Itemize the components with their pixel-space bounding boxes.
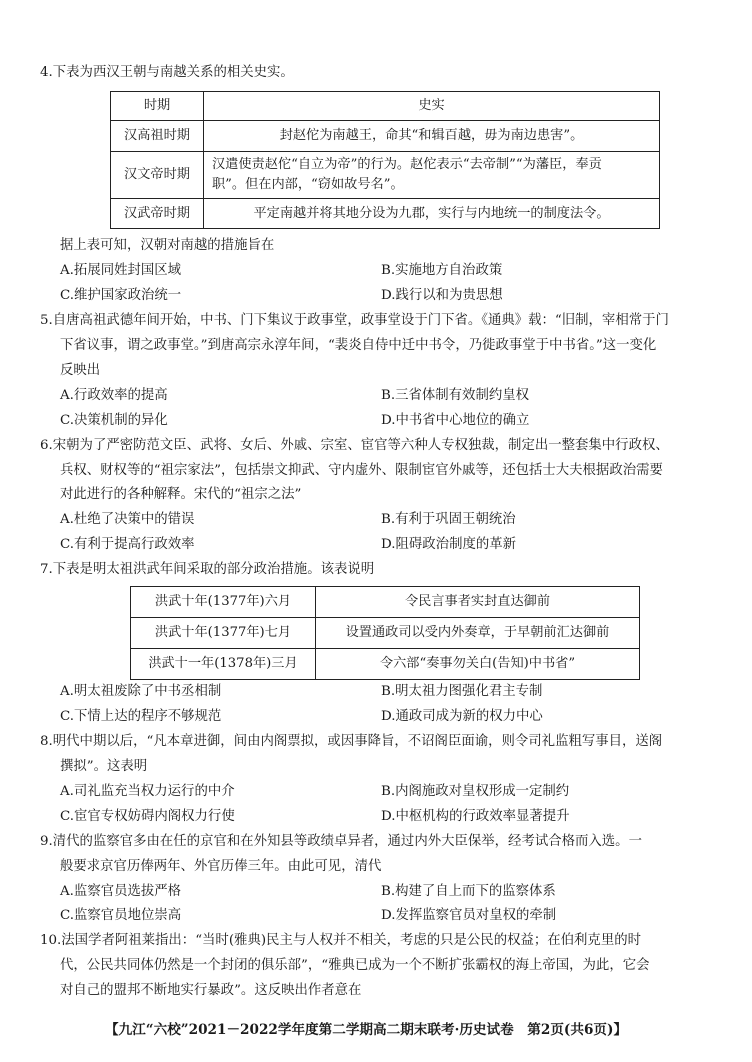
q7-option-d[interactable]: D.通政司成为新的权力中心: [381, 709, 543, 724]
table-cell-time: 洪武十一年(1378年)三月: [131, 649, 316, 680]
table-header-period: 时期: [111, 92, 204, 121]
table-cell-fact-line: 职”。但在内部，“窃如故号名”。: [212, 177, 404, 192]
q6-option-d[interactable]: D.阻碍政治制度的革新: [381, 537, 517, 552]
table-cell-fact: 封赵佗为南越王，命其“和辑百越，毋为南边患害”。: [204, 121, 660, 152]
q9-option-c[interactable]: C.监察官员地位崇高: [60, 908, 182, 923]
q6-stem-line: 6.宋朝为了严密防范文臣、武将、女后、外戚、宗室、宦官等六种人专权独裁，制定出一整套集中行政权、: [40, 438, 669, 453]
q8-stem-line: 撰拟”。这表明: [60, 759, 148, 774]
table-row: [131, 587, 640, 618]
table-header-fact: 史实: [204, 92, 660, 121]
q10-stem-line: 代，公民共同体仍然是一个封闭的俱乐部”，“雅典已成为一个不断扩张霸权的海上帝国，为此，它会: [60, 958, 650, 973]
q4-option-d[interactable]: D.践行以和为贵思想: [381, 288, 503, 303]
table-cell-measure: 令民言事者实封直达御前: [316, 587, 640, 618]
table-cell-fact: 平定南越并将其地分设为九郡，实行与内地统一的制度法令。: [204, 199, 660, 229]
q10-stem-line: 对自己的盟邦不断地实行暴政”。这反映出作者意在: [60, 983, 362, 998]
q4-table: [110, 91, 660, 229]
q5-option-b[interactable]: B.三省体制有效制约皇权: [381, 388, 530, 403]
table-cell-time: 洪武十年(1377年)六月: [131, 587, 316, 618]
q5-stem-line: 反映出: [60, 363, 101, 378]
q8-option-d[interactable]: D.中枢机构的行政效率显著提升: [381, 809, 570, 824]
q8-option-c[interactable]: C.宦官专权妨碍内阁权力行使: [60, 809, 235, 824]
table-row: [111, 152, 660, 199]
q5-option-c[interactable]: C.决策机制的异化: [60, 413, 168, 428]
table-cell-period: 汉文帝时期: [111, 152, 204, 199]
table-row: [111, 199, 660, 229]
q7-stem: 7.下表是明太祖洪武年间采取的部分政治措施。该表说明: [40, 562, 375, 577]
q5-option-a[interactable]: A.行政效率的提高: [60, 388, 168, 403]
q6-stem-line: 兵权、财权等的“祖宗家法”，包括崇文抑武、守内虚外、限制宦官外戚等，还包括士大夫根据政治需要: [60, 463, 663, 478]
table-row: [131, 649, 640, 680]
table-cell-time: 洪武十年(1377年)七月: [131, 618, 316, 649]
q6-stem-line: 对此进行的各种解释。宋代的“祖宗之法”: [60, 487, 302, 502]
q8-option-a[interactable]: A.司礼监充当权力运行的中介: [60, 784, 235, 799]
table-row: [131, 618, 640, 649]
q4-option-a[interactable]: A.拓展同姓封国区域: [60, 263, 182, 278]
q7-table: [130, 586, 640, 680]
table-cell-period: 汉高祖时期: [111, 121, 204, 152]
table-cell-measure: 设置通政司以受内外奏章，于早朝前汇达御前: [316, 618, 640, 649]
q8-option-b[interactable]: B.内阁施政对皇权形成一定制约: [381, 784, 570, 799]
q5-stem-line: 下省议事，谓之政事堂。”到唐高宗永淳年间，“裴炎自侍中迁中书令，乃徙政事堂于中书省。”这一变化: [60, 338, 657, 353]
q9-option-b[interactable]: B.构建了自上而下的监察体系: [381, 884, 556, 899]
q9-stem-line: 9.清代的监察官多由在任的京官和在外知县等政绩卓异者，通过内外大臣保举，经考试合格而入选。一: [40, 834, 642, 849]
q10-stem-line: 10.法国学者阿祖莱指出：“当时(雅典)民主与人权并不相关，考虑的只是公民的权益；在伯利克里的时: [40, 933, 641, 948]
q9-stem-line: 般要求京官历俸两年、外官历俸三年。由此可见，清代: [60, 859, 382, 874]
q9-option-d[interactable]: D.发挥监察官员对皇权的牵制: [381, 908, 557, 923]
q9-option-a[interactable]: A.监察官员选拔严格: [60, 884, 182, 899]
q5-option-d[interactable]: D.中书省中心地位的确立: [381, 413, 530, 428]
table-cell-fact-line: 汉遣使责赵佗“自立为帝”的行为。赵佗表示“去帝制”“为藩臣，奉贡: [212, 157, 602, 172]
q4-question: 据上表可知，汉朝对南越的措施旨在: [60, 238, 275, 253]
table-header-row: [111, 92, 660, 121]
table-cell-fact: [204, 152, 660, 199]
table-row: [111, 121, 660, 152]
q4-stem: 4.下表为西汉王朝与南越关系的相关史实。: [40, 65, 294, 80]
q6-option-b[interactable]: B.有利于巩固王朝统治: [381, 512, 516, 527]
page-footer: 【九江“六校”2021－2022学年度第二学期高二期末联考·历史试卷 第2页(共6页)】: [105, 1022, 628, 1038]
q8-stem-line: 8.明代中期以后，“凡本章进御，间由内阁票拟，或因事降旨，不诏阁臣面谕，则令司礼监粗写事目，送阁: [40, 734, 663, 749]
q6-option-c[interactable]: C.有利于提高行政效率: [60, 537, 195, 552]
q7-option-b[interactable]: B.明太祖力图强化君主专制: [381, 684, 543, 699]
q7-option-c[interactable]: C.下情上达的程序不够规范: [60, 709, 222, 724]
q7-option-a[interactable]: A.明太祖废除了中书丞相制: [60, 684, 222, 699]
table-cell-measure: 令六部“奏事勿关白(告知)中书省”: [316, 649, 640, 680]
q4-option-b[interactable]: B.实施地方自治政策: [381, 263, 503, 278]
q4-option-c[interactable]: C.维护国家政治统一: [60, 288, 182, 303]
q5-stem-line: 5.自唐高祖武德年间开始，中书、门下集议于政事堂，政事堂设于门下省。《通典》载：“旧制，宰相常于门: [40, 313, 669, 328]
table-cell-period: 汉武帝时期: [111, 199, 204, 229]
q6-option-a[interactable]: A.杜绝了决策中的错误: [60, 512, 195, 527]
